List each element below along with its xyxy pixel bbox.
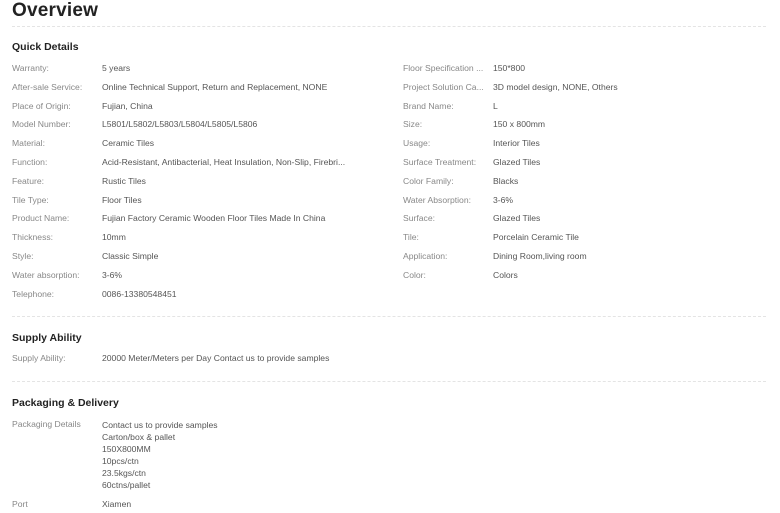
detail-value: Dining Room,living room: [493, 251, 587, 261]
detail-label: Material:: [12, 138, 45, 149]
detail-row: [12, 117, 382, 131]
detail-label: Color:: [403, 269, 426, 280]
detail-value: Porcelain Ceramic Tile: [493, 232, 579, 243]
detail-value: L: [493, 100, 498, 111]
detail-value: 3D model design, NONE, Others: [493, 81, 618, 92]
detail-value: Ceramic Tiles: [102, 138, 155, 149]
detail-row: [403, 136, 763, 150]
port-label: Port: [12, 499, 28, 509]
port-row: [12, 497, 382, 511]
detail-label: Application:: [403, 251, 448, 261]
detail-label: Thickness:: [12, 232, 54, 243]
supply-ability-title: Supply Ability: [12, 332, 82, 344]
detail-row: [12, 174, 382, 188]
detail-value: Floor Tiles: [102, 194, 142, 205]
detail-value: Online Technical Support, Return and Replacement, NONE: [102, 81, 328, 92]
detail-value: Blacks: [493, 175, 519, 186]
detail-row: [403, 268, 763, 282]
detail-value: L5801/L5802/L5803/L5804/L5805/L5806: [102, 119, 258, 130]
detail-row: [403, 99, 763, 113]
supply-ability-row: [12, 351, 612, 365]
quick-details-title: Quick Details: [12, 41, 79, 53]
packaging-detail-line: 23.5kgs/ctn: [102, 468, 146, 478]
detail-label: Brand Name:: [403, 100, 454, 111]
detail-row: [12, 155, 382, 169]
packaging-detail-line: 10pcs/ctn: [102, 456, 139, 466]
divider: [12, 316, 766, 317]
detail-value: Rustic Tiles: [102, 175, 146, 186]
detail-row: [403, 193, 763, 207]
supply-ability-label: Supply Ability:: [12, 353, 66, 363]
detail-label: Project Solution Ca...: [403, 81, 484, 92]
detail-value: Interior Tiles: [493, 138, 540, 149]
detail-label: Model Number:: [12, 119, 71, 130]
detail-row: [12, 193, 382, 207]
detail-row: [12, 249, 382, 263]
detail-label: Tile Type:: [12, 194, 49, 205]
detail-row: [403, 211, 763, 225]
detail-label: Function:: [12, 157, 48, 167]
detail-value: Fujian, China: [102, 100, 153, 111]
detail-row: [403, 155, 763, 169]
detail-value: 5 years: [102, 63, 131, 73]
detail-label: Warranty:: [12, 63, 49, 73]
supply-ability-value: 20000 Meter/Meters per Day Contact us to provide samples: [102, 353, 330, 363]
packaging-detail-line: Contact us to provide samples: [102, 420, 218, 430]
detail-label: Color Family:: [403, 175, 454, 186]
overview-title: Overview: [12, 0, 99, 21]
port-value: Xiamen: [102, 499, 132, 509]
detail-value: 150*800: [493, 63, 526, 73]
divider: [12, 26, 766, 27]
packaging-details-label: Packaging Details: [12, 419, 81, 429]
detail-value: 3-6%: [493, 194, 514, 205]
packaging-detail-line: Carton/box & pallet: [102, 432, 176, 442]
divider: [12, 381, 766, 382]
detail-label: Telephone:: [12, 288, 55, 299]
detail-label: Size:: [403, 119, 423, 130]
detail-row: [403, 174, 763, 188]
detail-value: Glazed Tiles: [493, 213, 541, 224]
detail-label: Water Absorption:: [403, 194, 471, 205]
packaging-detail-line: 60ctns/pallet: [102, 480, 151, 490]
detail-row: [403, 80, 763, 94]
detail-row: [12, 287, 382, 301]
detail-value: Fujian Factory Ceramic Wooden Floor Tiles Made In China: [102, 213, 326, 224]
detail-value: 150 x 800mm: [493, 119, 546, 130]
detail-label: Tile:: [403, 232, 419, 243]
detail-row: [12, 268, 382, 282]
detail-label: Surface:: [403, 213, 436, 224]
detail-value: 10mm: [102, 232, 126, 243]
detail-label: Place of Origin:: [12, 100, 71, 111]
detail-value: Glazed Tiles: [493, 157, 541, 167]
detail-label: Feature:: [12, 175, 45, 186]
detail-row: [403, 230, 763, 244]
detail-row: [403, 249, 763, 263]
detail-row: [12, 136, 382, 150]
packaging-title: Packaging & Delivery: [12, 397, 119, 409]
detail-label: Water absorption:: [12, 269, 80, 280]
detail-value: 0086-13380548451: [102, 288, 177, 299]
packaging-detail-line: 150X800MM: [102, 444, 151, 454]
detail-value: Acid-Resistant, Antibacterial, Heat Insulation, Non-Slip, Firebri...: [102, 157, 346, 167]
detail-label: Floor Specification ...: [403, 63, 484, 73]
detail-row: [12, 230, 382, 244]
detail-row: [12, 80, 382, 94]
detail-row: [12, 61, 382, 75]
detail-label: After-sale Service:: [12, 81, 83, 92]
detail-label: Product Name:: [12, 213, 70, 224]
detail-row: [12, 99, 382, 113]
detail-label: Surface Treatment:: [403, 157, 477, 167]
detail-label: Style:: [12, 251, 34, 261]
detail-row: [403, 117, 763, 131]
detail-row: [12, 211, 382, 225]
packaging-details-lines: [102, 419, 218, 491]
detail-value: Classic Simple: [102, 251, 159, 261]
detail-value: Colors: [493, 269, 518, 280]
detail-value: 3-6%: [102, 269, 123, 280]
detail-label: Usage:: [403, 138, 431, 149]
detail-row: [403, 61, 763, 75]
